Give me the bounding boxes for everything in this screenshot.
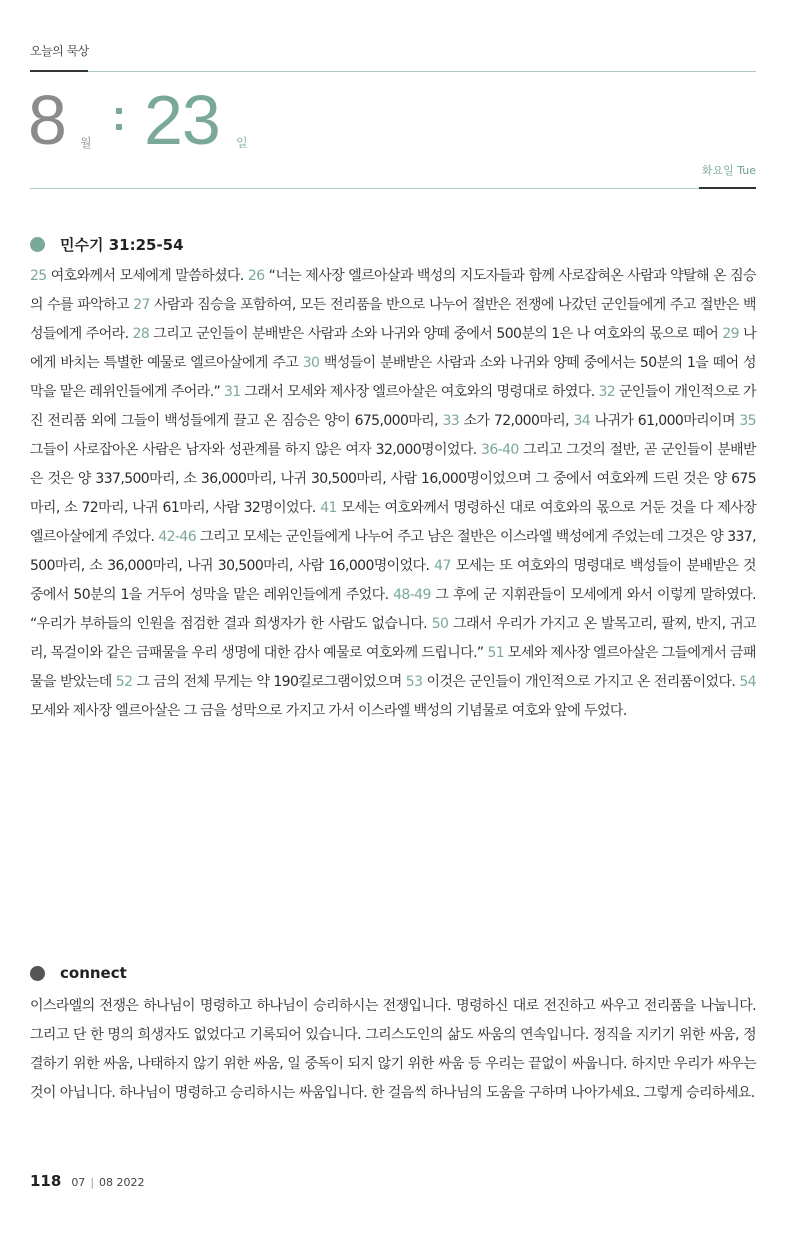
passage-reference: 민수기 31:25-54 — [60, 236, 184, 254]
verse-number: 27 — [133, 297, 150, 313]
connect-dot-icon — [30, 966, 45, 981]
verse-text: 모세와 제사장 엘르아살은 그 금을 성막으로 가지고 가서 이스라엘 백성의 기념물로 여호와 앞에 두었다. — [30, 703, 627, 719]
verse-text: 여호와께서 모세에게 말씀하셨다. — [50, 268, 244, 284]
verse-text: 소가 72,000마리, — [463, 413, 569, 429]
connect-heading — [30, 964, 127, 982]
weekday: 화요일 Tue — [701, 164, 756, 177]
verse-number: 54 — [739, 674, 756, 690]
verse-text: 그리고 그것의 절반, 곧 군인들이 분배받은 것은 양 337,500마리, 소 36,000마리, 나귀 30,500마리, 사람 16,000명이었으며 그 중에서 여호와께 드린 것은 양 675마리, 소 72마리, 나귀 61마리, 사람 32명이었다. — [30, 442, 756, 516]
verse-number: 47 — [434, 558, 451, 574]
date-rule — [30, 188, 699, 189]
verse-number: 42-46 — [158, 529, 197, 545]
section-label: 오늘의 묵상 — [30, 44, 89, 58]
verse-text: 나귀가 61,000마리이며 — [594, 413, 735, 429]
verse-text: 그리고 군인들이 분배받은 사람과 소와 나귀와 양떼 중에서 500분의 1은 나 여호와의 몫으로 떼어 — [153, 326, 719, 342]
verse-text: 그 금의 전체 무게는 약 190킬로그램이었으며 — [136, 674, 402, 690]
issue-months: 07 — [71, 1176, 86, 1189]
verse-text: 모세는 또 여호와의 명령대로 백성들이 분배받은 것 중에서 50분의 1을 거두어 성막을 맡은 레위인들에게 주었다. — [30, 558, 756, 603]
verse-text: “너는 제사장 엘르아살과 백성의 지도자들과 함께 사로잡혀온 사람과 약탈해 온 짐승의 수를 파악하고 — [30, 268, 756, 313]
verse-number: 53 — [405, 674, 423, 690]
verse-number: 34 — [573, 413, 591, 429]
verse-text: 그래서 우리가 가지고 온 발목고리, 팔찌, 반지, 귀고리, 목걸이와 같은 금패물을 우리 생명에 대한 감사 예물로 여호와께 드립니다.” — [30, 616, 756, 661]
verse-text: 모세와 제사장 엘르아살은 그들에게서 금패물을 받았는데 — [30, 645, 756, 690]
month-unit: 월 — [80, 136, 92, 150]
connect-title: connect — [60, 964, 127, 982]
verse-number: 29 — [722, 326, 739, 342]
verse-number: 25 — [30, 268, 47, 284]
verse-number: 32 — [598, 384, 616, 400]
page-number: 118 — [30, 1172, 62, 1190]
verse-number: 48-49 — [393, 587, 431, 603]
issue-separator: | — [90, 1176, 95, 1189]
issue-year: 08 2022 — [99, 1176, 145, 1189]
verse-number: 28 — [132, 326, 150, 342]
verse-text: 백성들이 분배받은 사람과 소와 나귀와 양떼 중에서는 50분의 1을 떼어 성막을 맡은 레위인들에게 주어라.” — [30, 355, 756, 400]
verse-number: 51 — [487, 645, 505, 661]
footer — [30, 1172, 145, 1190]
day-number: 23 — [144, 81, 220, 159]
verse-number: 31 — [223, 384, 241, 400]
section-underline — [30, 70, 88, 72]
verse-number: 52 — [115, 674, 133, 690]
month-number: 8 — [28, 81, 65, 159]
verse-text: 그리고 모세는 군인들에게 나누어 주고 남은 절반은 이스라엘 백성에게 주었는데 그것은 양 337,500마리, 소 36,000마리, 나귀 30,500마리, 사람 16,000명이었다. — [30, 529, 756, 574]
verse-text: 군인들이 개인적으로 가진 전리품 외에 그들이 백성들에게 끌고 온 짐승은 양이 675,000마리, — [30, 384, 756, 429]
date-colon — [116, 96, 122, 136]
passage-text — [30, 262, 756, 726]
passage-dot-icon — [30, 237, 45, 252]
verse-text: 그래서 모세와 제사장 엘르아살은 여호와의 명령대로 하였다. — [244, 384, 595, 400]
verse-number: 30 — [302, 355, 320, 371]
verse-number: 26 — [247, 268, 265, 284]
verse-number: 36-40 — [481, 442, 519, 458]
verse-number: 35 — [739, 413, 756, 429]
verse-text: 나에게 바치는 특별한 예물로 엘르아살에게 주고 — [30, 326, 757, 371]
verse-text: 그들이 사로잡아온 사람은 남자와 성관계를 하지 않은 여자 32,000명이었다. — [30, 442, 477, 458]
top-rule — [88, 71, 756, 72]
connect-body: 이스라엘의 전쟁은 하나님이 명령하고 하나님이 승리하시는 전쟁입니다. 명령하신 대로 전진하고 싸우고 전리품을 나눕니다. 그리고 단 한 명의 희생자도 없었다고 기록되어 있습니다. 그리스도인의 삶도 싸움의 연속입니다. 정직을 지키기 위한 싸움, 정결하기 위한 싸움, 나태하지 않기 위한 싸움, 일 중독이 되지 않기 위한 싸움 등 우리는 끝없이 싸웁니다. 하지만 우리가 싸우는 것이 아닙니다. 하나님이 명령하고 승리하시는 싸움입니다. 한 걸음씩 하나님의 도움을 구하며 나아가세요. 그렇게 승리하세요. — [30, 998, 756, 1101]
verse-text: 이것은 군인들이 개인적으로 가지고 온 전리품이었다. — [426, 674, 736, 690]
passage-heading — [30, 234, 184, 255]
day-unit: 일 — [236, 136, 248, 150]
verse-text: 사람과 짐승을 포함하여, 모든 전리품을 반으로 나누어 절반은 전쟁에 나갔던 군인들에게 주고 절반은 백성들에게 주어라. — [30, 297, 756, 342]
verse-number: 41 — [320, 500, 337, 516]
verse-number: 33 — [442, 413, 460, 429]
verse-number: 50 — [431, 616, 449, 632]
verse-text: 모세는 여호와께서 명령하신 대로 여호와의 몫으로 거둔 것을 다 제사장 엘르아살에게 주었다. — [30, 500, 756, 545]
weekday-underline — [699, 187, 756, 189]
verse-text: 그 후에 군 지휘관들이 모세에게 와서 이렇게 말하였다. “우리가 부하들의 인원을 점검한 결과 희생자가 한 사람도 없습니다. — [30, 587, 756, 632]
